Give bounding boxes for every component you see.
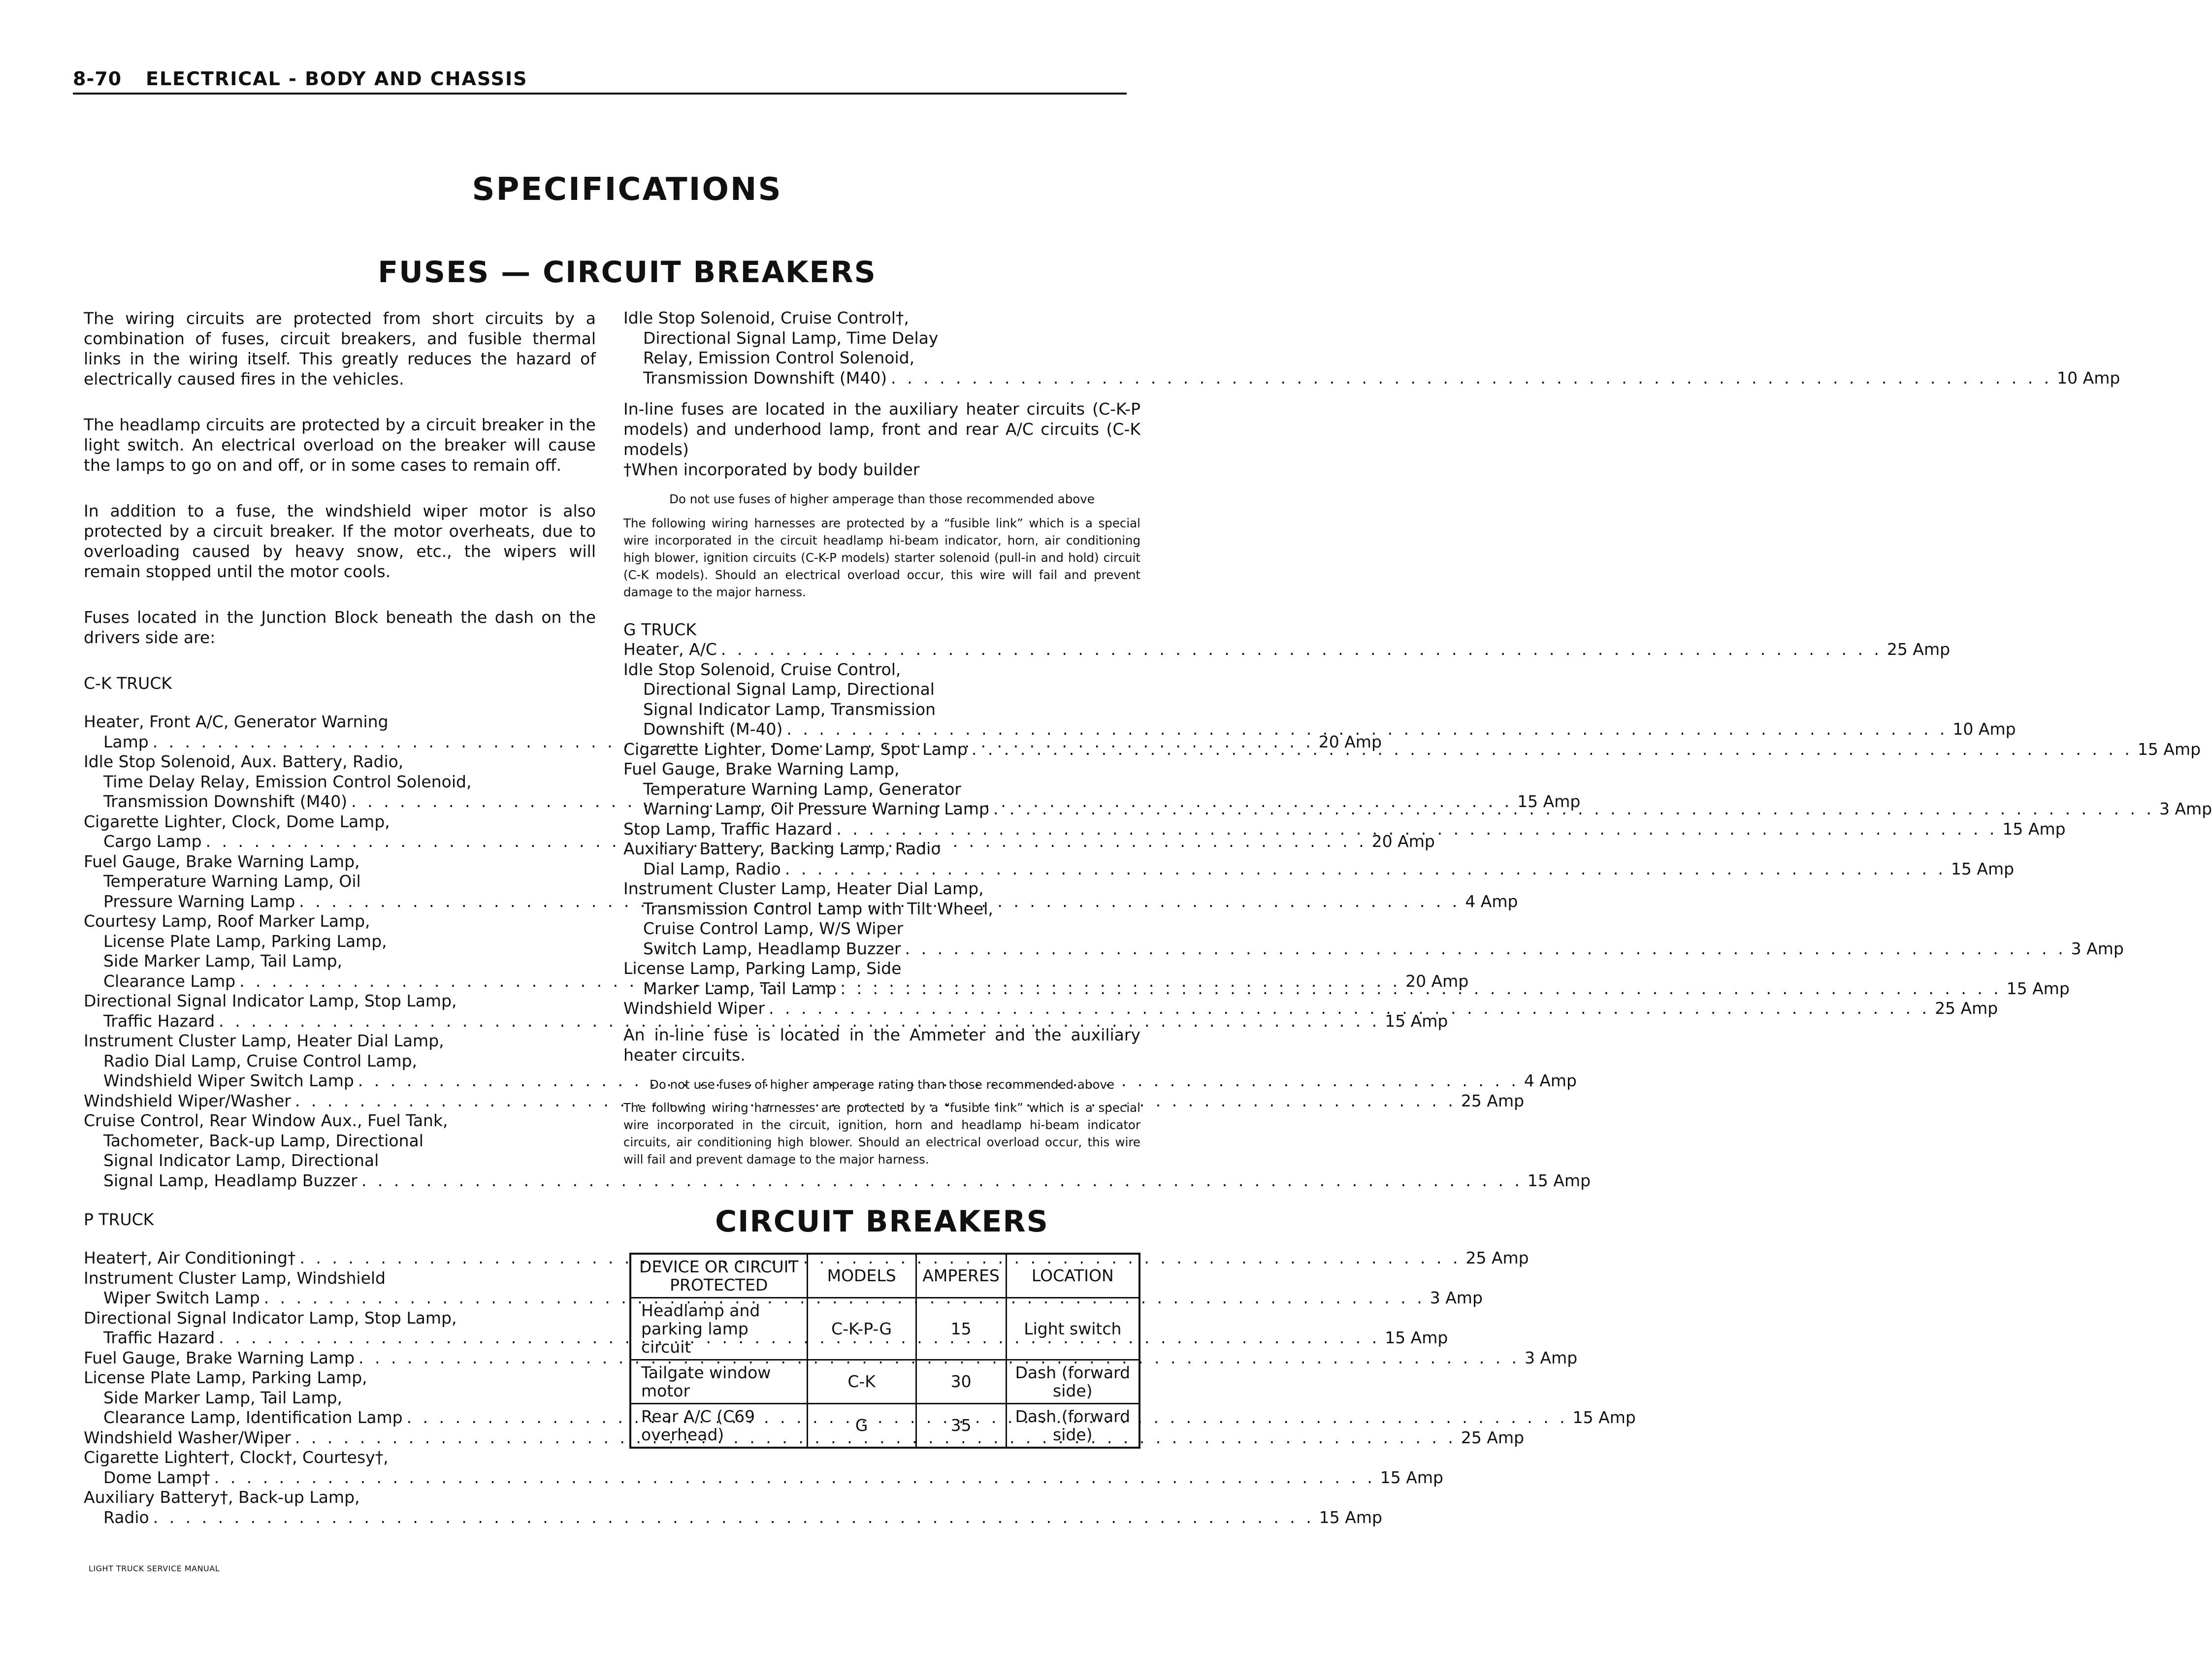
fuse-description: Idle Stop Solenoid, Cruise Control†,	[623, 308, 909, 327]
fuse-description: Transmission Downshift (M40)	[103, 792, 348, 811]
g-truck-heading: G TRUCK	[623, 620, 696, 639]
running-title: ELECTRICAL - BODY AND CHASSIS	[146, 68, 528, 90]
fuse-description: Heater†, Air Conditioning†	[84, 1248, 296, 1267]
dot-leader	[972, 740, 2133, 760]
fuse-description: Pressure Warning Lamp	[103, 891, 295, 911]
fuse-description: Directional Signal Indicator Lamp, Stop Lamp,	[84, 991, 457, 1010]
fuse-rating: 15 Amp	[1527, 1170, 1591, 1190]
fuse-description: Signal Indicator Lamp, Directional	[103, 1151, 379, 1170]
fuse-entry	[84, 1248, 1529, 1268]
table-header-row	[630, 1254, 1139, 1298]
col-header-device: DEVICE OR CIRCUIT PROTECTED	[630, 1254, 807, 1298]
fuse-description: Idle Stop Solenoid, Cruise Control,	[623, 659, 901, 679]
col-header-amperes: AMPERES	[916, 1254, 1006, 1298]
fuse-rating: 15 Amp	[2137, 739, 2201, 759]
fuse-entry	[84, 1427, 1525, 1448]
fuse-description: License Plate Lamp, Parking Lamp,	[103, 931, 387, 951]
dot-leader	[721, 640, 1882, 660]
g-amperage-warning: Do not use fuses of higher amperage rating than those recommended above	[649, 1077, 1115, 1092]
intro-paragraph: The wiring circuits are protected from short circuits by a combination of fuses, circuit breakers, and fusible thermal links in the wiring itself. This greatly reduces the hazard of electrically caused fires in the vehicles.	[84, 309, 596, 389]
fuse-rating: 15 Amp	[1517, 792, 1581, 811]
fuse-description: Courtesy Lamp, Roof Marker Lamp,	[84, 911, 370, 931]
fuse-description: Directional Signal Lamp, Time Delay	[643, 328, 939, 348]
fuse-rating: 15 Amp	[1380, 1467, 1443, 1487]
col-header-models: MODELS	[807, 1254, 916, 1298]
fuse-rating: 3 Amp	[2159, 799, 2212, 818]
col-header-location: LOCATION	[1006, 1254, 1139, 1298]
cell-device: Rear A/C (C69 overhead)	[630, 1403, 807, 1448]
cell-amperes: 35	[916, 1403, 1006, 1448]
page-title: SPECIFICATIONS	[472, 171, 782, 208]
fuse-description: Radio Dial Lamp, Cruise Control Lamp,	[103, 1051, 418, 1070]
fuse-rating: 15 Amp	[2002, 819, 2066, 839]
fuse-rating: 25 Amp	[1461, 1427, 1525, 1447]
fuse-rating: 15 Amp	[1572, 1408, 1636, 1427]
fuse-description: Cruise Control, Rear Window Aux., Fuel Tank,	[84, 1111, 448, 1130]
fuse-rating: 10 Amp	[2057, 368, 2120, 388]
cell-location: Dash (forward side)	[1006, 1360, 1139, 1403]
cell-amperes: 15	[916, 1297, 1006, 1360]
g-inline-fuse-note: An in-line fuse is located in the Ammeter and the auxiliary heater circuits.	[623, 1025, 1140, 1065]
fuse-description: Time Delay Relay, Emission Control Solenoid,	[103, 772, 472, 791]
fuse-description: Wiper Switch Lamp	[103, 1288, 260, 1307]
header-rule	[73, 93, 1127, 95]
g-fusible-link-note: The following wiring harnesses are protected by a “fusible link” which is a special wire incorporated in the circuit, ignition, horn and headlamp hi-beam indicator circuits, air conditioning high blower. Should an electrical overload occur, this wire will fail and prevent damage to the major harness.	[623, 1100, 1140, 1167]
fuse-entry	[84, 1448, 1443, 1488]
fuse-description: Windshield Wiper	[623, 999, 765, 1018]
fuse-description: Marker Lamp, Tail Lamp	[643, 978, 837, 998]
inline-fuse-note: In-line fuses are located in the auxiliary heater circuits (C-K-P models) and underhood lamp, front and rear A/C circuits (C-K models)	[623, 399, 1140, 459]
circuit-breakers-title: CIRCUIT BREAKERS	[715, 1204, 1049, 1239]
table-row	[630, 1297, 1139, 1360]
fuse-description: Auxiliary Battery, Backing Lamp, Radio	[623, 839, 941, 858]
dot-leader	[153, 1508, 1314, 1528]
fuse-description: Instrument Cluster Lamp, Heater Dial Lamp,	[623, 879, 984, 898]
fuse-description: Idle Stop Solenoid, Aux. Battery, Radio,	[84, 752, 404, 771]
cell-models: C-K-P-G	[807, 1297, 916, 1360]
fuse-description: Cargo Lamp	[103, 832, 202, 851]
table-row	[630, 1360, 1139, 1403]
page-header	[73, 68, 1127, 97]
fuse-description: Relay, Emission Control Solenoid,	[643, 348, 915, 367]
fuse-description: Lamp	[103, 732, 149, 751]
dot-leader	[841, 979, 2002, 999]
fuse-description: Directional Signal Lamp, Directional	[643, 680, 935, 699]
fuse-rating: 3 Amp	[1525, 1348, 1578, 1367]
fuse-description: Warning Lamp, Oil Pressure Warning Lamp	[643, 799, 989, 818]
fuse-description: License Lamp, Parking Lamp, Side	[623, 959, 902, 978]
fuse-rating: 25 Amp	[1465, 1248, 1529, 1267]
fuse-description: Side Marker Lamp, Tail Lamp,	[103, 951, 343, 971]
fuse-description: Transmission Control Lamp with Tilt Wheel,	[643, 899, 993, 918]
fuse-rating: 15 Amp	[1319, 1507, 1382, 1527]
page-number: 8-70	[73, 68, 122, 90]
fuse-rating: 25 Amp	[1935, 999, 1998, 1018]
intro-paragraph: Fuses located in the Junction Block beneath the dash on the drivers side are:	[84, 608, 596, 647]
fuse-description: Signal Lamp, Headlamp Buzzer	[103, 1170, 358, 1190]
ck-truck-heading: C-K TRUCK	[84, 674, 172, 693]
fuse-entry	[623, 659, 2016, 740]
fuse-description: Heater, A/C	[623, 640, 717, 659]
fuse-rating: 25 Amp	[1461, 1091, 1525, 1110]
footer-text: LIGHT TRUCK SERVICE MANUAL	[89, 1564, 220, 1573]
cell-device: Tailgate window motor	[630, 1360, 807, 1403]
fuse-rating: 3 Amp	[1430, 1288, 1483, 1307]
fuse-rating: 4 Amp	[1524, 1071, 1577, 1090]
dot-leader	[905, 939, 2066, 959]
fuse-description: Side Marker Lamp, Tail Lamp,	[103, 1388, 343, 1407]
fuse-description: Clearance Lamp, Identification Lamp	[103, 1408, 403, 1427]
fuse-description: Traffic Hazard	[103, 1011, 215, 1031]
section-title: FUSES — CIRCUIT BREAKERS	[378, 255, 877, 290]
fuse-rating: 15 Amp	[1385, 1011, 1448, 1031]
fuse-description: Cruise Control Lamp, W/S Wiper	[643, 919, 904, 938]
cell-amperes: 30	[916, 1360, 1006, 1403]
table-row	[630, 1403, 1139, 1448]
fuse-description: Windshield Wiper Switch Lamp	[103, 1071, 354, 1090]
fuse-description: Cigarette Lighter, Clock, Dome Lamp,	[84, 811, 390, 831]
fuse-description: Dial Lamp, Radio	[643, 859, 781, 878]
fuse-entry	[623, 308, 2120, 388]
cruise-fuse-entry	[623, 308, 2120, 388]
fuse-rating: 15 Amp	[2006, 978, 2070, 998]
dot-leader	[785, 859, 1946, 879]
dot-leader	[214, 1468, 1375, 1488]
fuse-rating: 25 Amp	[1887, 640, 1951, 659]
dot-leader	[993, 799, 2154, 819]
fuse-description: Heater, Front A/C, Generator Warning	[84, 712, 389, 731]
cell-location: Dash (forward side)	[1006, 1403, 1139, 1448]
fuse-description: Temperature Warning Lamp, Oil	[103, 872, 361, 891]
fuse-description: Temperature Warning Lamp, Generator	[643, 779, 961, 799]
intro-paragraph: The headlamp circuits are protected by a circuit breaker in the light switch. An electrical overload on the breaker will cause the lamps to go on and off, or in some cases to remain off.	[84, 415, 596, 475]
fuse-description: Fuel Gauge, Brake Warning Lamp,	[623, 759, 900, 778]
dot-leader	[891, 368, 2052, 389]
fuse-entry	[84, 1091, 1525, 1111]
fuse-entry	[623, 999, 1998, 1019]
fuse-description: Dome Lamp†	[103, 1467, 210, 1487]
dagger-note: †When incorporated by body builder	[623, 460, 920, 479]
fuse-description: Instrument Cluster Lamp, Heater Dial Lamp,	[84, 1031, 444, 1050]
dot-leader	[769, 999, 1930, 1019]
fuse-rating: 15 Amp	[1385, 1328, 1448, 1347]
fuse-description: Stop Lamp, Traffic Hazard	[623, 819, 833, 839]
fuse-description: Windshield Washer/Wiper	[84, 1427, 291, 1447]
fuse-rating: 10 Amp	[1952, 719, 2016, 739]
fuse-description: Fuel Gauge, Brake Warning Lamp,	[84, 851, 360, 871]
fuse-entry	[623, 819, 2066, 840]
p-truck-heading: P TRUCK	[84, 1210, 154, 1229]
fuse-description: Fuel Gauge, Brake Warning Lamp	[84, 1348, 355, 1367]
cell-models: G	[807, 1403, 916, 1448]
intro-paragraph: In addition to a fuse, the windshield wiper motor is also protected by a circuit breaker. If the motor overheats, due to overloading caused by heavy snow, etc., the wipers will remain stopped until the motor cools.	[84, 501, 596, 581]
fuse-description: Clearance Lamp	[103, 971, 236, 991]
fuse-rating: 20 Amp	[1318, 732, 1382, 751]
fuse-description: Cigarette Lighter, Dome Lamp, Spot Lamp	[623, 739, 968, 759]
fuse-description: Instrument Cluster Lamp, Windshield	[84, 1268, 386, 1288]
fuse-entry	[84, 1348, 1578, 1368]
fuse-description: Tachometer, Back-up Lamp, Directional	[103, 1131, 423, 1150]
fuse-description: Windshield Wiper/Washer	[84, 1091, 291, 1110]
fuse-rating: 4 Amp	[1465, 891, 1518, 911]
fuse-description: Switch Lamp, Headlamp Buzzer	[643, 939, 901, 958]
fusible-link-note: The following wiring harnesses are protected by a “fusible link” which is a special wire incorporated in the circuit headlamp hi-beam indicator, horn, air conditioning high blower, ignition circuits (C-K-P models) starter solenoid (pull-in and hold) circuit (C-K models). Should an electrical overload occur, this wire will fail and prevent damage to the major harness.	[623, 516, 1140, 599]
fuse-description: Traffic Hazard	[103, 1328, 215, 1347]
fuse-description: Radio	[103, 1507, 149, 1527]
fuse-description: Transmission Downshift (M40)	[643, 368, 887, 388]
fuse-description: Auxiliary Battery†, Back-up Lamp,	[84, 1488, 360, 1507]
fuse-entry	[84, 1488, 1382, 1527]
fuse-description: Cigarette Lighter†, Clock†, Courtesy†,	[84, 1448, 389, 1467]
fuse-rating: 3 Amp	[2071, 939, 2124, 958]
fuse-rating: 15 Amp	[1951, 859, 2015, 878]
amperage-warning: Do not use fuses of higher amperage than those recommended above	[669, 492, 1095, 506]
circuit-breakers-table	[629, 1253, 1140, 1449]
fuse-description: Signal Indicator Lamp, Transmission	[643, 699, 936, 719]
cell-device: Headlamp and parking lamp circuit	[630, 1297, 807, 1360]
fuse-entry	[623, 640, 1951, 660]
fuse-rating: 20 Amp	[1405, 971, 1469, 991]
cell-models: C-K	[807, 1360, 916, 1403]
fuse-description: License Plate Lamp, Parking Lamp,	[84, 1368, 367, 1387]
fuse-rating: 20 Amp	[1371, 832, 1435, 851]
dot-leader	[836, 819, 1997, 840]
dot-leader	[786, 719, 1948, 740]
fuse-description: Directional Signal Indicator Lamp, Stop Lamp,	[84, 1308, 457, 1328]
cell-location: Light switch	[1006, 1297, 1139, 1360]
fuse-description: Downshift (M-40)	[643, 719, 783, 739]
